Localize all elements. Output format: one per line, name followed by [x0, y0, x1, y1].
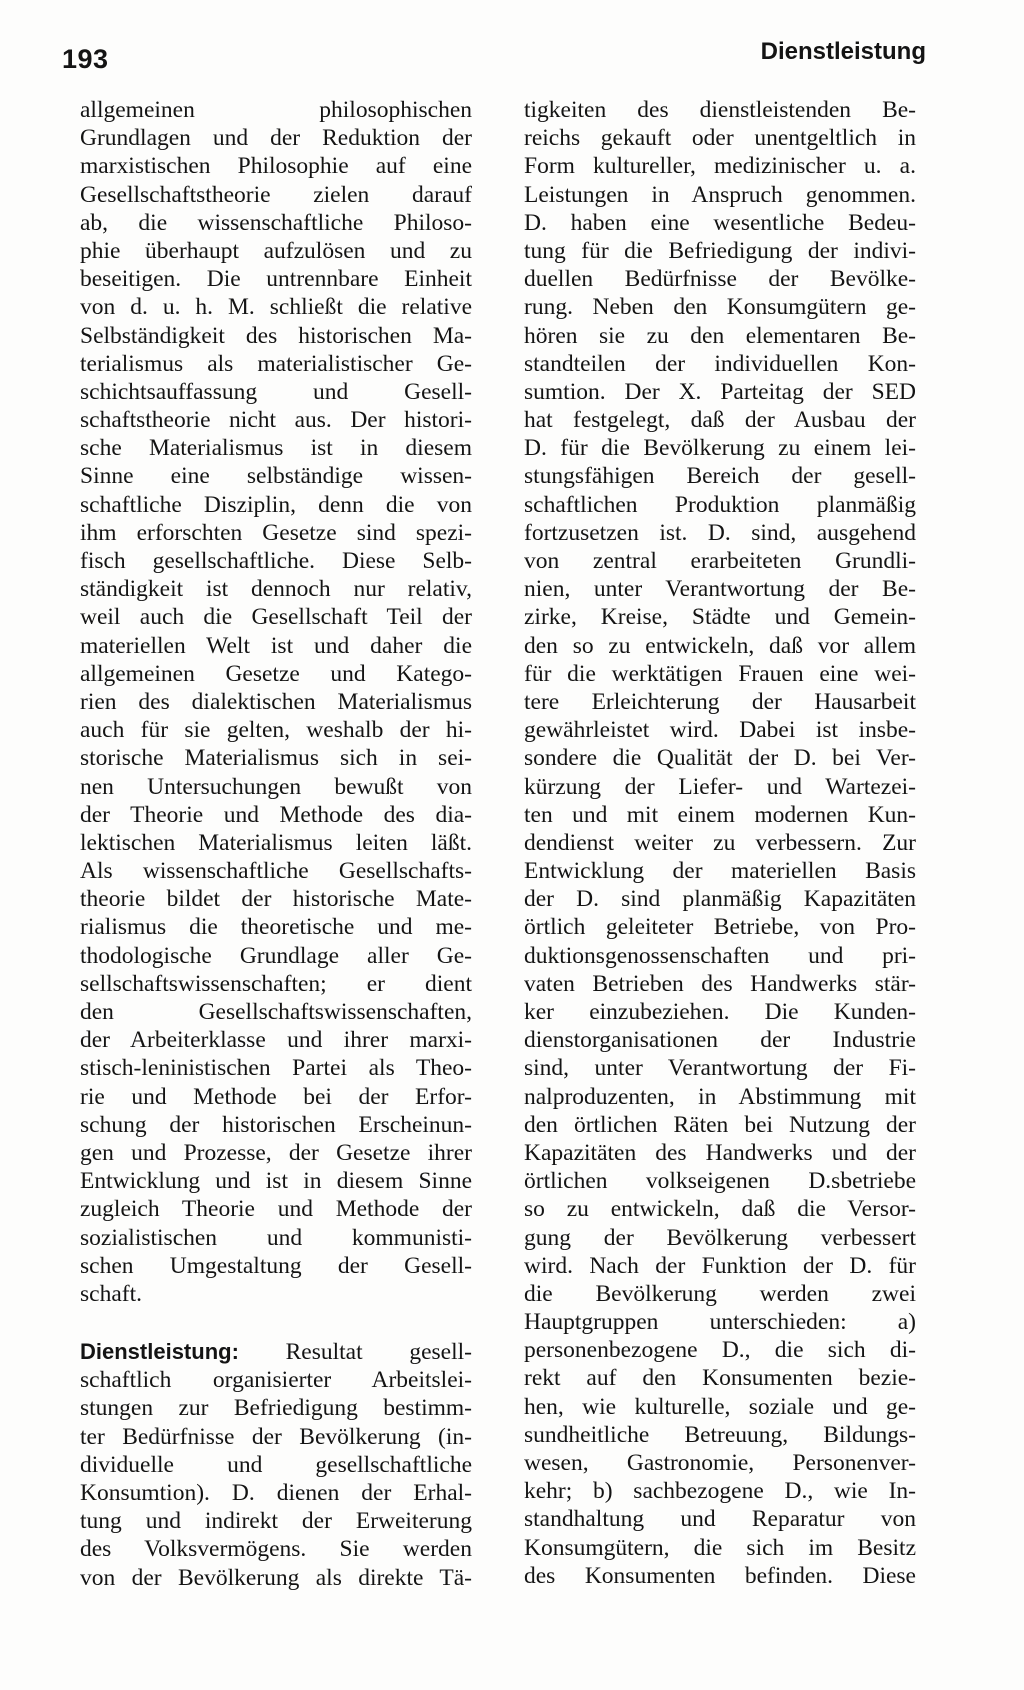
- text-line: Gesellschaftstheorie zielen darauf: [80, 181, 472, 208]
- text-line: der Theorie und Methode des dia-: [80, 801, 472, 828]
- text-line: rien des dialektischen Materialismus: [80, 688, 472, 715]
- text-line: vaten Betrieben des Handwerks stär-: [524, 970, 916, 997]
- text-line: ten und mit einem modernen Kun-: [524, 801, 916, 828]
- text-line: fortzusetzen ist. D. sind, ausgehend: [524, 519, 916, 546]
- text-line: ihm erforschten Gesetze sind spezi-: [80, 519, 472, 546]
- text-line: phie überhaupt aufzulösen und zu: [80, 237, 472, 264]
- text-line: kehr; b) sachbezogene D., wie In-: [524, 1478, 916, 1505]
- paragraph-gap: [80, 1308, 472, 1338]
- text-line: theorie bildet der historische Mate-: [80, 886, 472, 913]
- text-line: Entwicklung der materiellen Basis: [524, 858, 916, 885]
- text-line: schung der historischen Erscheinun-: [80, 1111, 472, 1138]
- entry-body: [80, 1366, 472, 1592]
- text-line: örtlichen volkseigenen D.sbetriebe: [524, 1168, 916, 1195]
- text-line: beseitigen. Die untrennbare Einheit: [80, 266, 472, 293]
- text-line: örtlich geleiteter Betriebe, von Pro-: [524, 914, 916, 941]
- text-line: den so zu entwickeln, daß vor allem: [524, 632, 916, 659]
- text-line: wesen, Gastronomie, Personenver-: [524, 1450, 916, 1476]
- text-line: den örtlichen Räten bei Nutzung der: [524, 1111, 916, 1138]
- text-line: Selbständigkeit des historischen Ma-: [80, 322, 472, 349]
- text-line: standteilen der individuellen Kon-: [524, 350, 916, 377]
- text-line: stungen zur Befriedigung bestimm-: [80, 1395, 472, 1422]
- text-line: der Arbeiterklasse und ihrer marxi-: [80, 1027, 472, 1054]
- text-line: zirke, Kreise, Städte und Gemein-: [524, 604, 916, 631]
- text-line: wird. Nach der Funktion der D. für: [524, 1252, 916, 1279]
- text-line: D. haben eine wesentliche Bedeu-: [524, 209, 916, 236]
- text-line: stungsfähigen Bereich der gesell-: [524, 463, 916, 490]
- text-line: stisch-leninistischen Partei als Theo-: [80, 1055, 472, 1082]
- text-line: dendienst weiter zu verbessern. Zur: [524, 829, 916, 856]
- text-line: sumtion. Der X. Parteitag der SED: [524, 378, 916, 405]
- text-line: von der Bevölkerung als direkte Tä-: [80, 1564, 472, 1591]
- text-line: Kapazitäten des Handwerks und der: [524, 1139, 916, 1166]
- text-line: ker einzubeziehen. Die Kunden-: [524, 999, 916, 1025]
- text-line: duktionsgenossenschaften und pri-: [524, 942, 916, 969]
- text-line: schaftstheorie nicht aus. Der histori-: [80, 407, 472, 434]
- text-line: des Volksvermögens. Sie werden: [80, 1536, 472, 1563]
- text-line: materiellen Welt ist und daher die: [80, 632, 472, 659]
- text-line: schaft.: [80, 1280, 142, 1307]
- text-line: hat festgelegt, daß der Ausbau der: [524, 407, 916, 434]
- text-line: terialismus als materialistischer Ge-: [80, 350, 472, 377]
- text-line: rialismus die theoretische und me-: [80, 914, 472, 941]
- text-line: die Bevölkerung werden zwei: [524, 1280, 916, 1307]
- text-line: allgemeinen philosophischen: [80, 97, 472, 123]
- text-line: hen, wie kulturelle, soziale und ge-: [524, 1393, 916, 1420]
- page-number: 193: [62, 44, 109, 74]
- text-line: Form kultureller, medizinischer u. a.: [524, 153, 916, 180]
- entry-first-line: [80, 1338, 472, 1366]
- text-line: ab, die wissenschaftliche Philoso-: [80, 209, 472, 236]
- text-line: kürzung der Liefer- und Wartezei-: [524, 773, 916, 800]
- text-line: schichtsauffassung und Gesell-: [80, 378, 472, 405]
- text-line: Hauptgruppen unterschieden: a): [524, 1309, 916, 1336]
- text-line: nien, unter Verantwortung der Be-: [524, 576, 916, 603]
- text-line: von d. u. h. M. schließt die relative: [80, 294, 472, 321]
- text-line: auch für sie gelten, weshalb der hi-: [80, 717, 472, 744]
- text-line: thodologische Grundlage aller Ge-: [80, 942, 472, 969]
- text-line: Konsumtion). D. dienen der Erhal-: [80, 1480, 472, 1506]
- text-line: dienstorganisationen der Industrie: [524, 1027, 916, 1054]
- text-line: sondere die Qualität der D. bei Ver-: [524, 745, 916, 772]
- text-line: gewährleistet wird. Dabei ist insbe-: [524, 717, 916, 744]
- right-column-body: [524, 96, 916, 1590]
- text-line: sche Materialismus ist in diesem: [80, 435, 472, 462]
- text-line: tere Erleichterung der Hausarbeit: [524, 688, 916, 715]
- text-line: D. für die Bevölkerung zu einem lei-: [524, 435, 916, 462]
- text-line: rung. Neben den Konsumgütern ge-: [524, 294, 916, 321]
- text-line: Konsumgütern, die sich im Besitz: [524, 1534, 916, 1561]
- text-line: reichs gekauft oder unentgeltlich in: [524, 125, 916, 152]
- text-line: schaftlichen Produktion planmäßig: [524, 491, 916, 518]
- text-line: Grundlagen und der Reduktion der: [80, 125, 472, 152]
- text-line: fisch gesellschaftliche. Diese Selb-: [80, 548, 472, 574]
- text-line: für die werktätigen Frauen eine wei-: [524, 660, 916, 687]
- running-head: Dienstleistung: [760, 38, 926, 65]
- text-line: lektischen Materialismus leiten läßt.: [80, 829, 472, 856]
- text-line: dividuelle und gesellschaftliche: [80, 1451, 472, 1478]
- text-line: marxistischen Philosophie auf eine: [80, 153, 472, 180]
- text-line: gung der Bevölkerung verbessert: [524, 1224, 916, 1251]
- left-column-body: [80, 96, 472, 1308]
- text-line: Entwicklung und ist in diesem Sinne: [80, 1168, 472, 1195]
- text-line: Leistungen in Anspruch genommen.: [524, 181, 916, 208]
- text-line: Sinne eine selbständige wissen-: [80, 463, 472, 490]
- entry-first-line-text: Resultat gesell-: [285, 1339, 472, 1366]
- text-line: personenbezogene D., die sich di-: [524, 1337, 916, 1364]
- text-line: schen Umgestaltung der Gesell-: [80, 1252, 472, 1279]
- text-line: rie und Methode bei der Erfor-: [80, 1083, 472, 1110]
- text-line: nalproduzenten, in Abstimmung mit: [524, 1083, 916, 1110]
- text-line: sundheitliche Betreuung, Bildungs-: [524, 1421, 916, 1448]
- text-line: weil auch die Gesellschaft Teil der: [80, 604, 472, 631]
- text-line: storische Materialismus sich in sei-: [80, 745, 472, 772]
- text-line: zugleich Theorie und Methode der: [80, 1196, 472, 1223]
- left-column: [80, 96, 472, 1592]
- text-line: ter Bedürfnisse der Bevölkerung (in-: [80, 1423, 472, 1450]
- text-line: allgemeinen Gesetze und Katego-: [80, 660, 472, 687]
- text-line: so zu entwickeln, daß die Versor-: [524, 1196, 916, 1223]
- text-line: tung für die Befriedigung der indivi-: [524, 237, 916, 264]
- text-line: hören sie zu den elementaren Be-: [524, 322, 916, 349]
- text-line: des Konsumenten befinden. Diese: [524, 1562, 916, 1589]
- text-line: Als wissenschaftliche Gesellschafts-: [80, 858, 472, 885]
- text-line: ständigkeit ist dennoch nur relativ,: [80, 576, 472, 603]
- text-line: gen und Prozesse, der Gesetze ihrer: [80, 1139, 472, 1166]
- text-line: den Gesellschaftswissenschaften,: [80, 999, 472, 1025]
- text-line: standhaltung und Reparatur von: [524, 1506, 916, 1533]
- text-line: der D. sind planmäßig Kapazitäten: [524, 886, 916, 913]
- text-line: schaftlich organisierter Arbeitslei-: [80, 1367, 472, 1394]
- right-column: [524, 96, 916, 1590]
- text-line: nen Untersuchungen bewußt von: [80, 773, 472, 800]
- text-line: tung und indirekt der Erweiterung: [80, 1508, 472, 1535]
- text-line: tigkeiten des dienstleistenden Be-: [524, 97, 916, 123]
- text-line: sozialistischen und kommunisti-: [80, 1224, 472, 1251]
- text-line: rekt auf den Konsumenten bezie-: [524, 1365, 916, 1392]
- text-line: sellschaftswissenschaften; er dient: [80, 970, 472, 997]
- text-line: von zentral erarbeiteten Grundli-: [524, 548, 916, 574]
- text-line: sind, unter Verantwortung der Fi-: [524, 1055, 916, 1082]
- entry-headword: Dienstleistung:: [80, 1339, 239, 1365]
- text-line: duellen Bedürfnisse der Bevölke-: [524, 266, 916, 293]
- text-line: schaftliche Disziplin, denn die von: [80, 491, 472, 518]
